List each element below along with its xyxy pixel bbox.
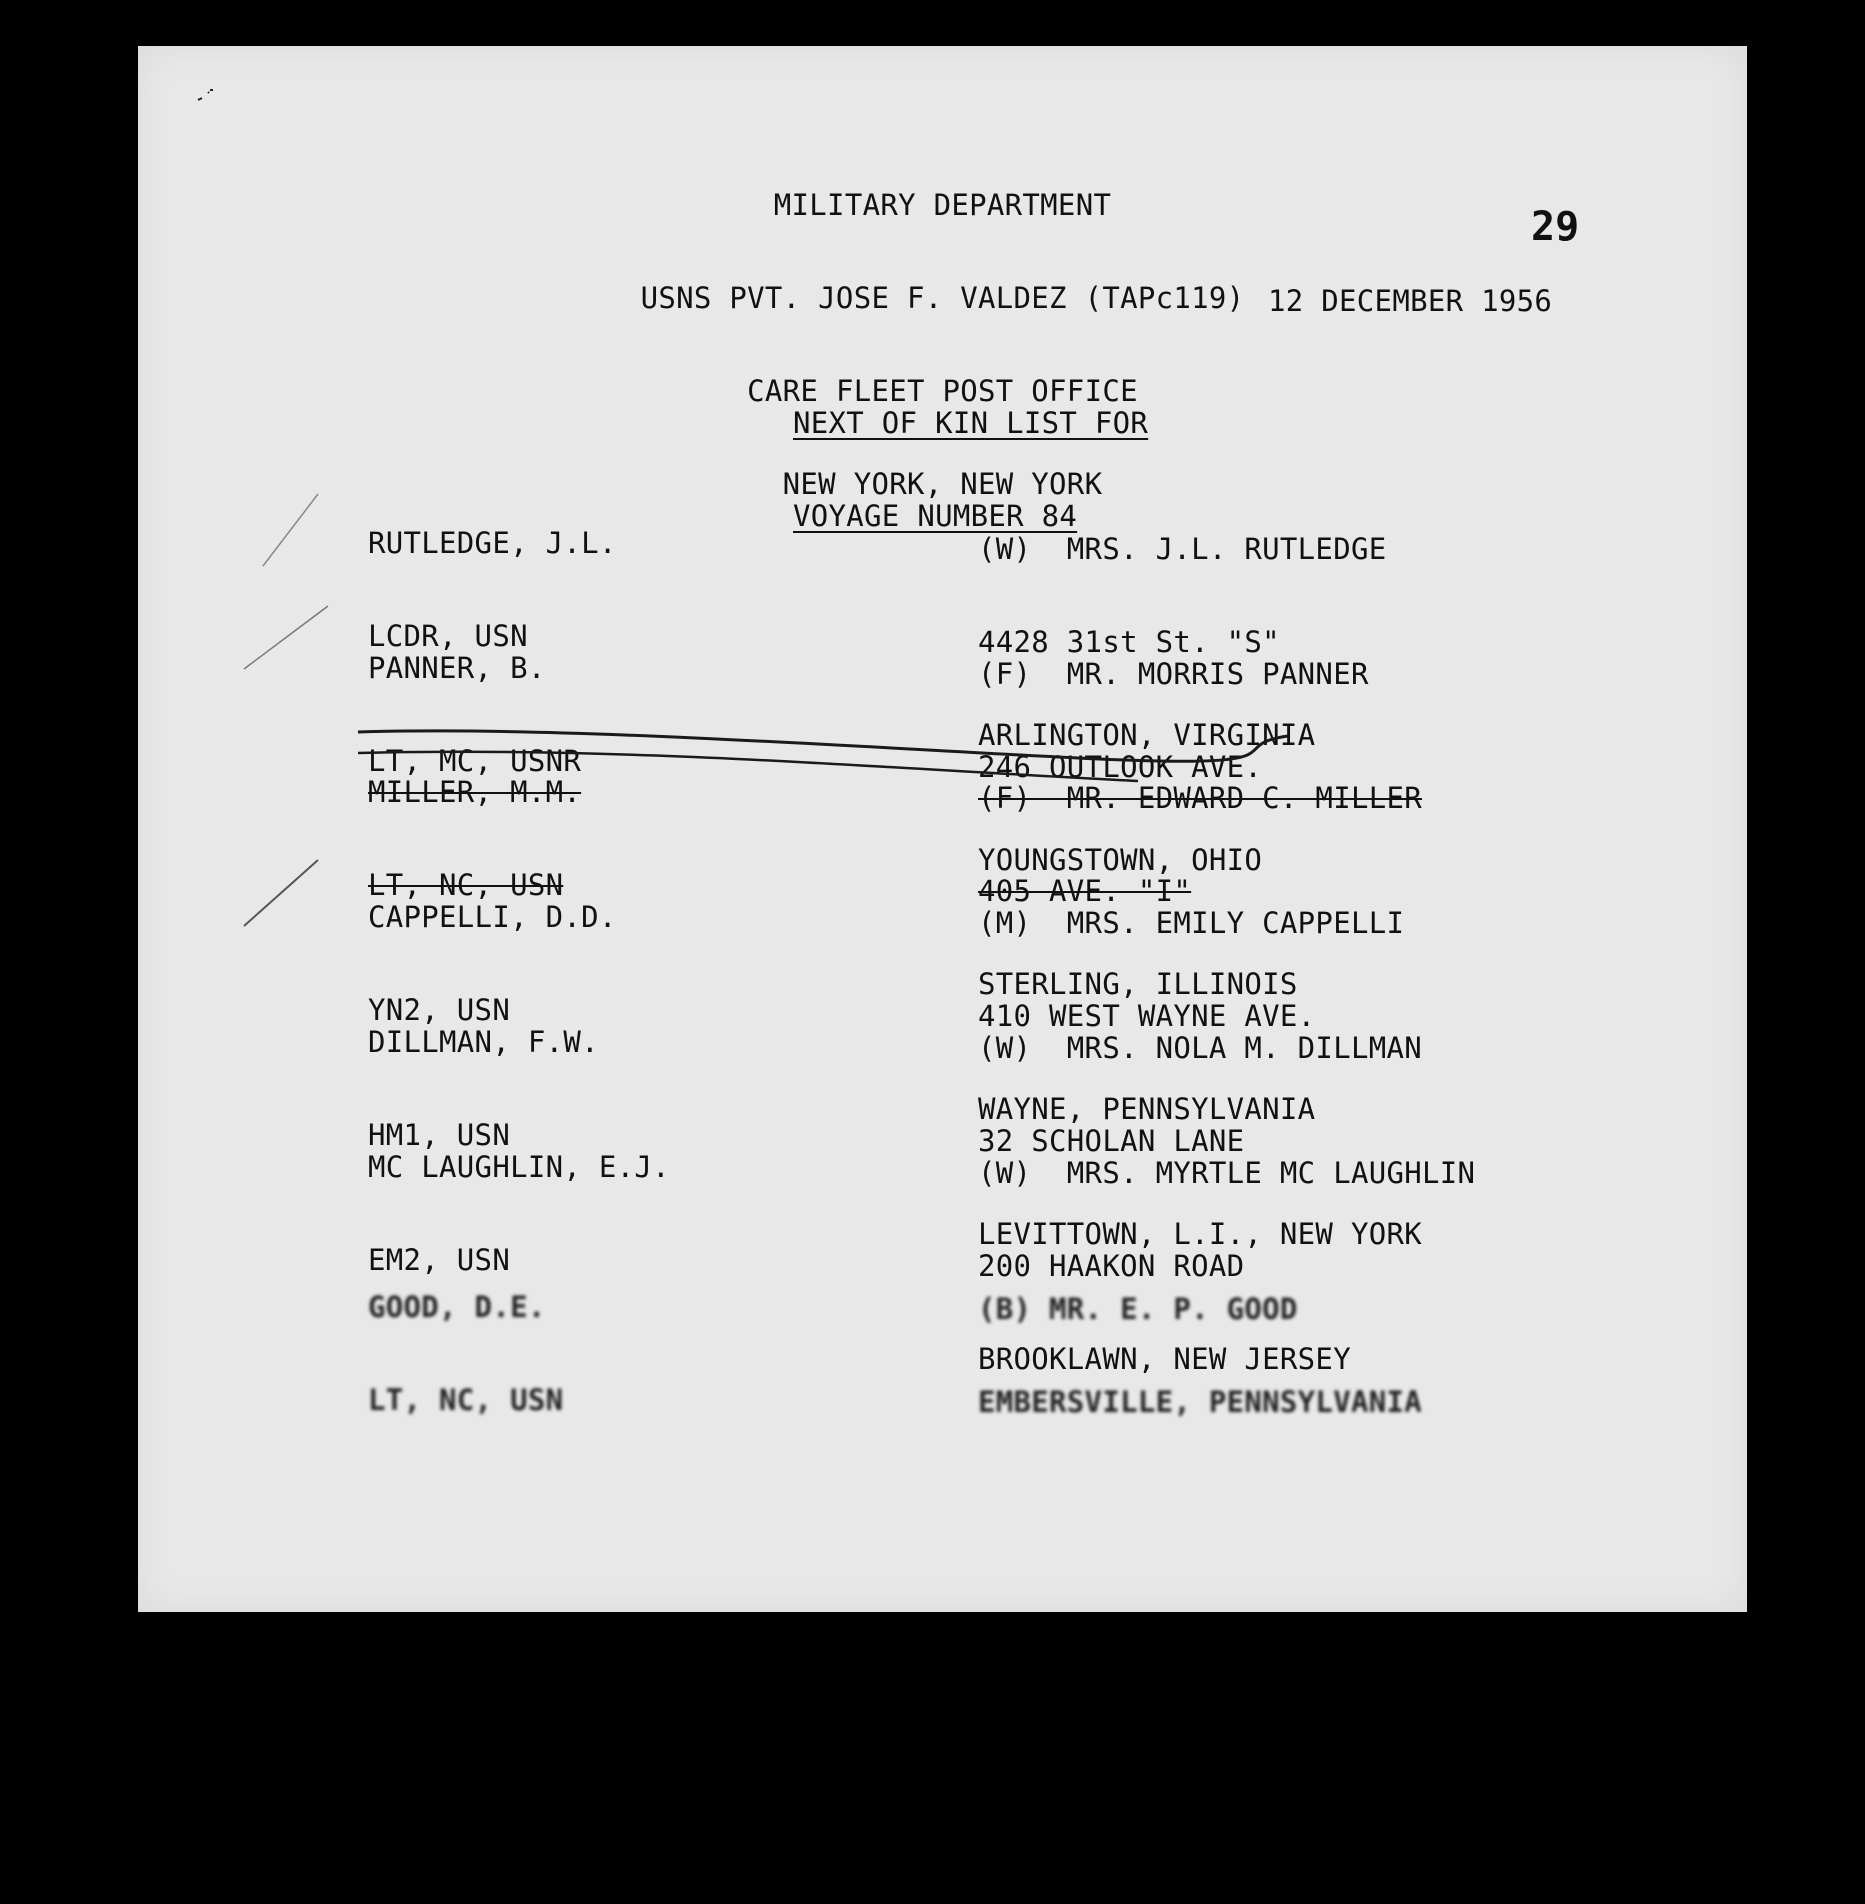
kin-name: (F) MR. EDWARD C. MILLER	[978, 781, 1422, 815]
check-mark-3	[244, 860, 318, 926]
member-rank: YN2, USN	[368, 993, 511, 1027]
member-name: DILLMAN, F.W.	[368, 1025, 599, 1059]
letterhead-city: NEW YORK, NEW YORK	[782, 467, 1103, 501]
letterhead-department: MILITARY DEPARTMENT	[773, 188, 1112, 222]
member-name: CAPPELLI, D.D.	[368, 900, 617, 934]
document-page	[138, 46, 1747, 1612]
kin-name: (W) MRS. MYRTLE MC LAUGHLIN	[978, 1156, 1476, 1190]
member-name: MILLER, M.M.	[368, 775, 582, 809]
kin-name: (W) MRS. J.L. RUTLEDGE	[978, 532, 1387, 566]
kin-address-line-1: 410 WEST WAYNE AVE.	[978, 999, 1316, 1033]
specks	[198, 90, 213, 100]
kin-address-line-2: ARLINGTON, VIRGINIA	[978, 718, 1316, 752]
entry-next-of-kin-smudged	[978, 1232, 1422, 1480]
kin-name: (B) MR. E. P. GOOD	[978, 1292, 1298, 1326]
check-mark-2	[244, 606, 328, 669]
kin-address-line-2: STERLING, ILLINOIS	[978, 967, 1298, 1001]
kin-address-line-2: BROOKLAWN, NEW JERSEY	[978, 1342, 1351, 1376]
kin-name: (W) MRS. NOLA M. DILLMAN	[978, 1031, 1422, 1065]
member-name: RUTLEDGE, J.L.	[368, 526, 617, 560]
member-rank: LT, MC, USNR	[368, 744, 582, 778]
letterhead-post-office: CARE FLEET POST OFFICE	[747, 374, 1138, 408]
entry-service-member-smudged	[368, 1230, 563, 1478]
letterhead-ship: USNS PVT. JOSE F. VALDEZ (TAPc119)	[640, 281, 1245, 315]
kin-address-line-1: 405 AVE. "I"	[978, 874, 1192, 908]
document-date: 12 DECEMBER 1956	[1268, 284, 1553, 318]
kin-address-line-2: YOUNGSTOWN, OHIO	[978, 843, 1263, 877]
kin-address-line-2: WAYNE, PENNSYLVANIA	[978, 1092, 1316, 1126]
member-rank: LCDR, USN	[368, 619, 528, 653]
member-rank: LT, NC, USN	[368, 1383, 564, 1417]
kin-address-line-1: EMBERSVILLE, PENNSYLVANIA	[978, 1385, 1422, 1419]
member-name: MC LAUGHLIN, E.J.	[368, 1150, 670, 1184]
kin-address-line-1: 200 HAAKON ROAD	[978, 1249, 1245, 1283]
title-line-1: NEXT OF KIN LIST FOR	[793, 406, 1149, 440]
kin-address-line-1: 4428 31st St. "S"	[978, 625, 1280, 659]
member-rank: EM2, USN	[368, 1243, 511, 1277]
kin-name: (M) MRS. EMILY CAPPELLI	[978, 906, 1405, 940]
member-name: GOOD, D.E.	[368, 1290, 546, 1324]
kin-address-line-1: 246 OUTLOOK AVE.	[978, 750, 1263, 784]
member-rank: HM1, USN	[368, 1118, 511, 1152]
kin-address-line-2: LEVITTOWN, L.I., NEW YORK	[978, 1217, 1422, 1251]
title-line-2: VOYAGE NUMBER 84	[793, 499, 1078, 533]
kin-address-line-1: 32 SCHOLAN LANE	[978, 1124, 1245, 1158]
member-rank: LT, NC, USN	[368, 868, 564, 902]
kin-name: (F) MR. MORRIS PANNER	[978, 657, 1369, 691]
member-name: PANNER, B.	[368, 651, 546, 685]
page-number: 29	[1531, 204, 1580, 250]
